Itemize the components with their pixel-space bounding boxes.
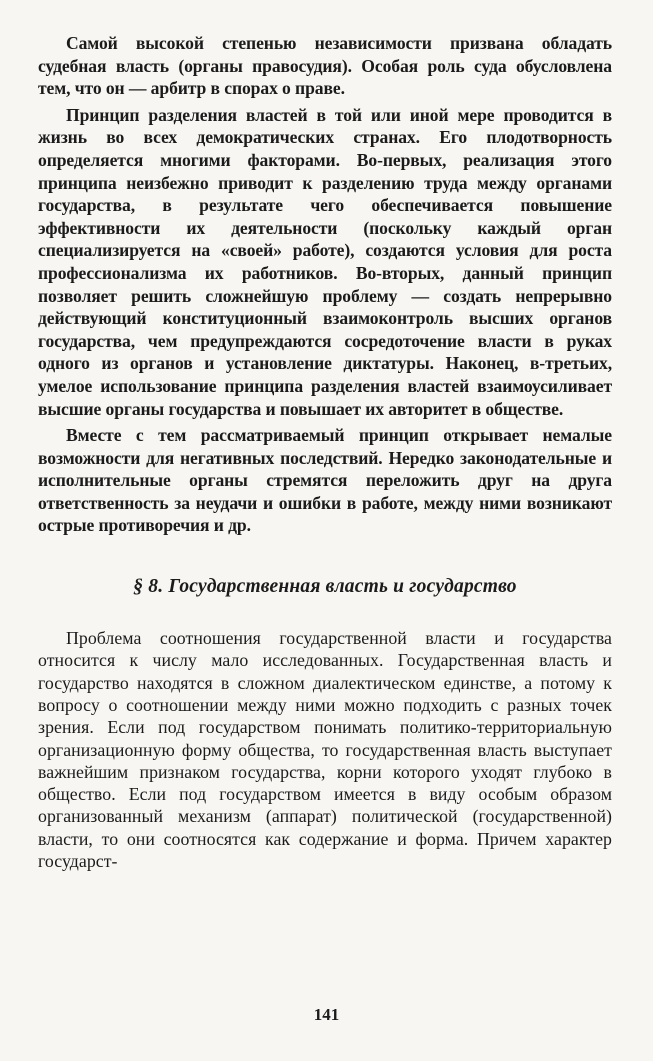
bold-text-block (38, 32, 612, 537)
regular-text-block (38, 627, 612, 872)
paragraph-judicial-power: Самой высокой степенью независимости призвана обладать судебная власть (органы правосудия). Особая роль суда обусловлена тем, что он — арбитр в спорах о праве. (38, 33, 612, 99)
paragraph-separation-principle: Принцип разделения властей в той или иной мере проводится в жизнь во всех демократических странах. Его плодотворность определяется многими факторами. Во-первых, реализация этого принципа неизбежно приводит к разделению труда между органами государства, в результате чего обеспечивается повышение эффективности их деятельности (поскольку каждый орган специализируется на «своей» работе), создаются условия для роста профессионализма их работников. Во-вторых, данный принцип позволяет решить сложнейшую проблему — создать непрерывно действующий конституционный взаимоконтроль высших органов государства, чем предупреждаются сосредоточение власти в руках одного из органов и установление диктатуры. Наконец, в-третьих, умелое использование принципа разделения властей взаимоусиливает высшие органы государства и повышает их авторитет в обществе. (38, 104, 612, 419)
paragraph-power-and-state: Проблема соотношения государственной власти и государства относится к числу мало исследованных. Государственная власть и государство находятся в сложном диалектическом единстве, а потому к вопросу о соотношении между ними можно подходить с разных точек зрения. Если под государством понимать политико-территориальную организационную форму общества, то государственная власть выступает важнейшим признаком государства, корни которого уходят глубоко в общество. Если под государством имеется в виду особым образом организованный механизм (аппарат) политической (государственной) власти, то они соотносятся как содержание и форма. Причем характер государст- (38, 628, 612, 872)
page-number: 141 (313, 1005, 340, 1024)
section-heading: § 8. Государственная власть и государство (133, 576, 517, 598)
book-page (38, 32, 612, 872)
paragraph-negative-consequences: Вместе с тем рассматриваемый принцип открывает немалые возможности для негативных последствий. Нередко законодательные и исполнительные органы стремятся переложить друг на друга ответственность за неудачи и ошибки в работе, между ними возникают острые противоречия и др. (38, 425, 612, 536)
